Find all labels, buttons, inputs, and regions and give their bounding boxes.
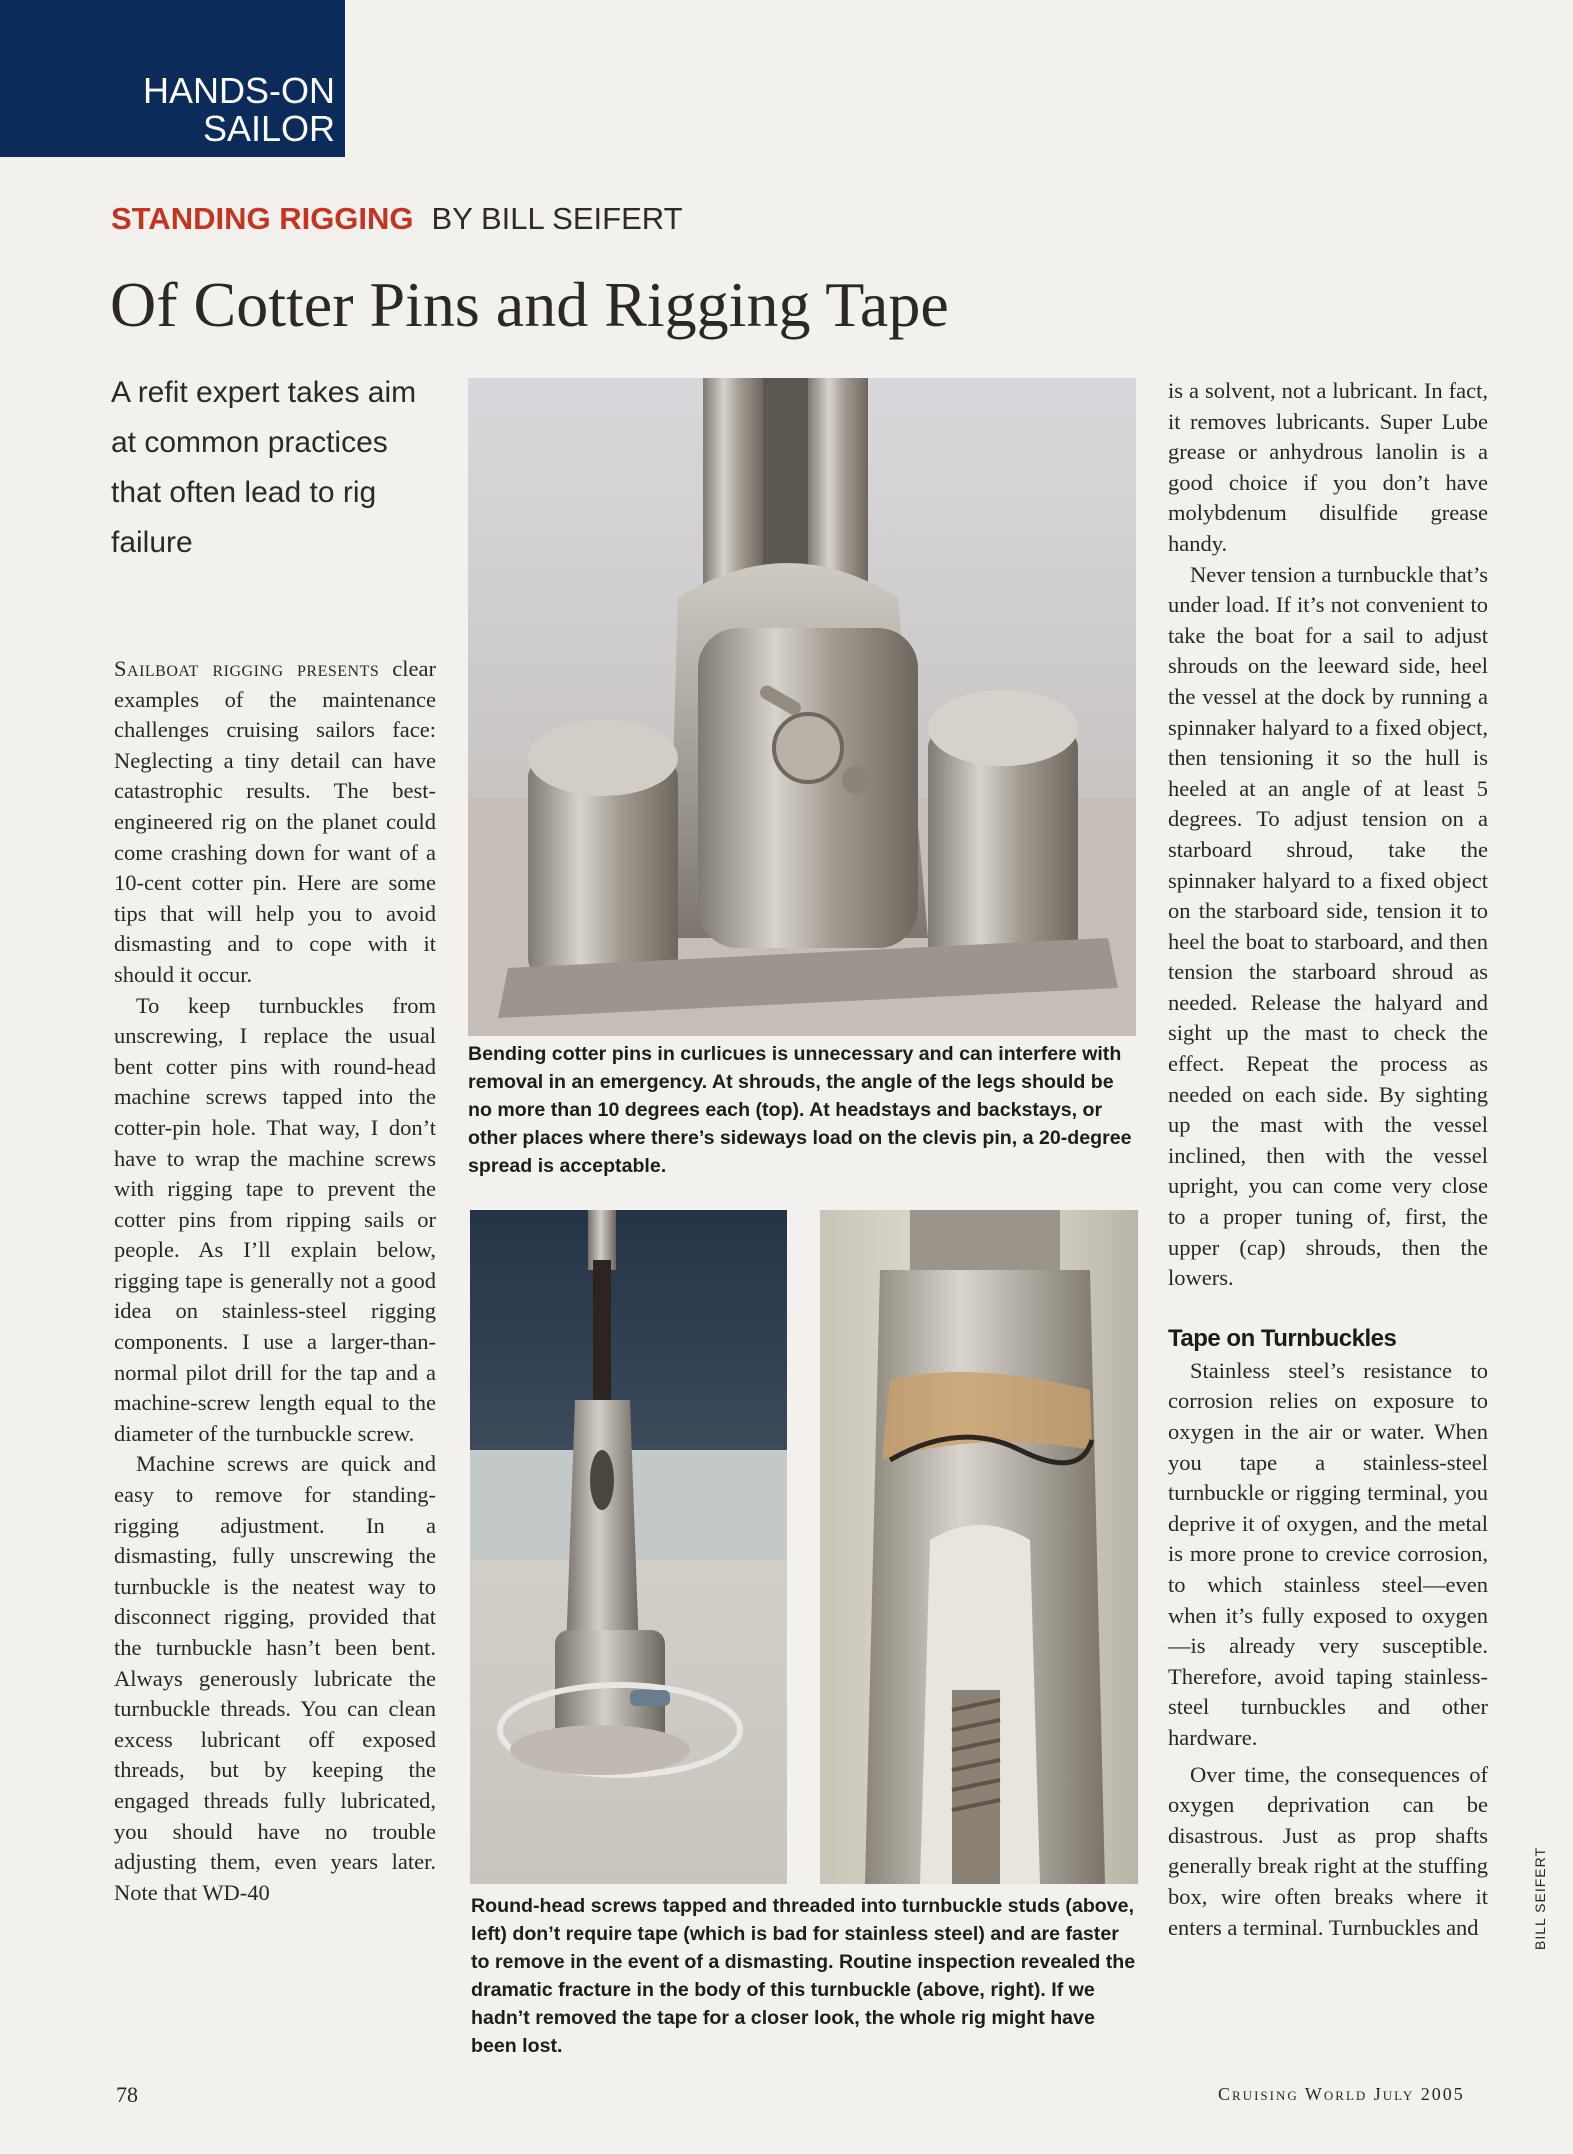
body-column-left	[114, 654, 436, 1908]
photo-fractured-turnbuckle	[820, 1210, 1138, 1884]
caption-top-photo: Bending cotter pins in curlicues is unnecessary and can interfere with removal in an emergency. At shrouds, the angle of the legs should be no more than 10 degrees each (top). At headstays and backstays, or other places where there’s sideways load on the clevis pin, a 20-degree spread is acceptable.	[468, 1043, 1132, 1177]
deck: A refit expert takes aim at common practices that often lead to rig failure	[111, 376, 417, 559]
body-paragraph: Over time, the consequences of oxygen deprivation can be disastrous. Just as prop shafts generally break right at the stuffing box, wire often breaks where it enters a terminal. Turnbuckles and	[1168, 1761, 1488, 1940]
caption-bottom-photos: Round-head screws tapped and threaded into turnbuckle studs (above, left) don’t require tape (which is bad for stainless steel) and are faster to remove in the event of a dismasting. Routine inspection revealed the dramatic fracture in the body of this turnbuckle (above, right). If we hadn’t removed the tape for a closer look, the whole rig might have been lost.	[471, 1895, 1136, 2057]
body-column-right	[1168, 376, 1488, 1943]
body-paragraph: is a solvent, not a lubricant. In fact, it removes lubricants. Super Lube grease or anhydrous lanolin is a good choice if you don’t have molybdenum disulfide grease handy.	[1168, 378, 1488, 556]
photo-illustration-bottom-left	[470, 1210, 787, 1884]
photo-illustration-bottom-right	[820, 1210, 1138, 1884]
photo-turnbuckle-screw	[470, 1210, 787, 1884]
page-number: 78	[116, 2082, 138, 2107]
kicker: STANDING RIGGING	[111, 201, 414, 236]
rubric	[111, 200, 683, 240]
lead-in: Sailboat rigging presents	[114, 656, 380, 681]
section-badge	[0, 0, 345, 157]
magazine-footer: Cruising World July 2005	[1218, 2084, 1465, 2104]
byline: BY BILL SEIFERT	[431, 201, 683, 236]
body-paragraph: To keep turnbuckles from unscrewing, I replace the usual bent cotter pins with round-head machine screws tapped into the cotter-pin hole. That way, I don’t have to wrap the machine screws with rigging tape to prevent the cotter pins from ripping sails or people. As I’ll explain below, rigging tape is generally not a good idea on stainless-steel rigging components. I use a larger-than-normal pilot drill for the tap and a machine-screw length equal to the diameter of the turnbuckle screw.	[114, 992, 436, 1446]
section-badge-line2: SAILOR	[202, 108, 335, 149]
body-paragraph: Machine screws are quick and easy to remove for standing-rigging adjustment. In a dismasting, fully unscrewing the turnbuckle is the neatest way to disconnect rigging, provided that the turnbuckle hasn’t been bent. Always generously lubricate the turnbuckle threads. You can clean excess lubricant off exposed threads, but by keeping the engaged threads fully lubricated, you should have no trouble adjusting them, even years later. Note that WD-40	[114, 1451, 436, 1905]
lead-paragraph-text: clear examples of the maintenance challenges cruising sailors face: Neglecting a tiny detail can have catastrophic results. The best-engineered rig on the planet could come crashing down for want of a 10-cent cotter pin. Here are some tips that will help you to avoid dismasting and to cope with it should it occur.	[114, 656, 436, 987]
show-through-background	[600, 60, 1500, 240]
photo-illustration-top	[468, 378, 1136, 1036]
body-paragraph	[114, 654, 436, 991]
section-badge-line1: HANDS-ON	[142, 70, 335, 111]
body-paragraph: Never tension a turnbuckle that’s under load. If it’s not convenient to take the boat for a sail to adjust shrouds on the leeward side, heel the vessel at the dock by running a spinnaker halyard to a fixed object, then tensioning it so the hull is heeled at an angle of at least 5 degrees. To adjust tension on a starboard shroud, take the spinnaker halyard to a fixed object on the starboard side, tension it to heel the boat to starboard, and then tension the starboard shroud as needed. Release the halyard and sight up the mast to check the effect. Repeat the process as needed on each side. By sighting up the mast with the vessel inclined, then with the vessel upright, you can come very close to a proper tuning of, first, the upper (cap) shrouds, then the lowers.	[1168, 561, 1488, 1291]
body-paragraph: Stainless steel’s resistance to corrosion relies on exposure to oxygen in the air or water. When you tape a stainless-steel turnbuckle or rigging terminal, you deprive it of oxygen, and the metal is more prone to crevice corrosion, to which stainless steel—even when it’s fully exposed to oxygen—is already very susceptible. Therefore, avoid taping stainless-steel turnbuckles and other hardware.	[1168, 1357, 1488, 1750]
photo-credit: BILL SEIFERT	[1532, 1846, 1548, 1950]
headline: Of Cotter Pins and Rigging Tape	[110, 269, 949, 340]
subhead: Tape on Turnbuckles	[1168, 1324, 1397, 1352]
photo-clevis-cotter-pin	[468, 378, 1136, 1036]
